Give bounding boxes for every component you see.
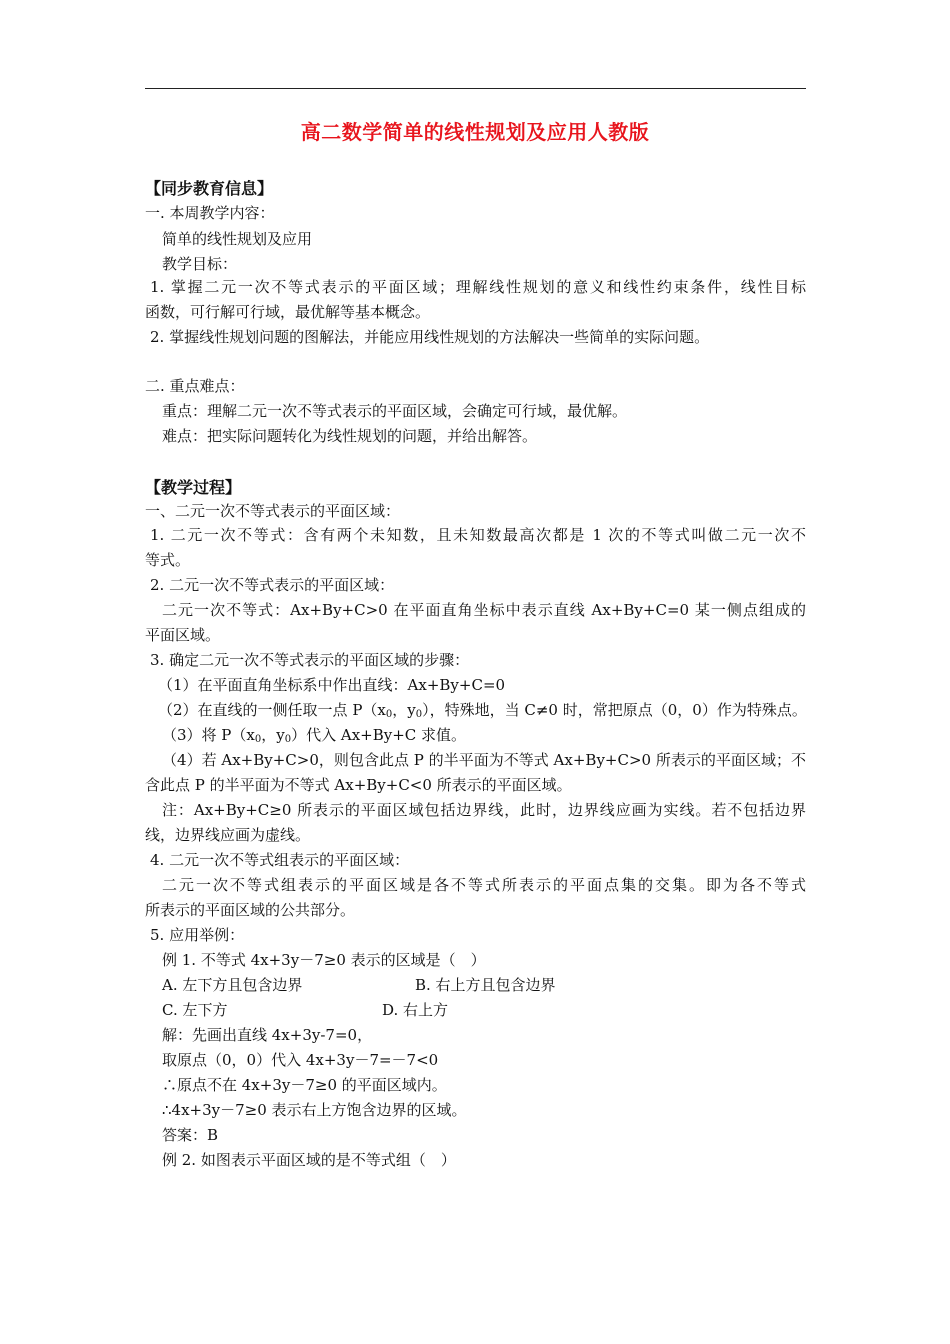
text-span: （3）将 P（x bbox=[162, 726, 255, 744]
text-line: 2. 掌握线性规划问题的图解法，并能应用线性规划的方法解决一些简单的实际问题。 bbox=[150, 328, 710, 346]
section-heading-sync-info: 【同步教育信息】 bbox=[145, 179, 274, 198]
text-line: 简单的线性规划及应用 bbox=[162, 230, 313, 248]
text-line: 解：先画出直线 4x+3y-7=0， bbox=[162, 1026, 373, 1044]
text-line: 等式。 bbox=[145, 551, 191, 569]
example-2-question: 例 2. 如图表示平面区域的是不等式组（ ） bbox=[162, 1151, 456, 1169]
subscript: 0 bbox=[254, 734, 262, 745]
text-line: 含此点 P 的半平面为不等式 Ax+By+C<0 所表示的平面区域。 bbox=[145, 776, 572, 794]
text-line: 5. 应用举例： bbox=[150, 926, 245, 944]
text-line: 难点：把实际问题转化为线性规划的问题，并给出解答。 bbox=[162, 427, 538, 445]
subscript: 0 bbox=[415, 709, 423, 720]
header-rule bbox=[145, 88, 806, 89]
text-line: 3. 确定二元一次不等式表示的平面区域的步骤： bbox=[150, 651, 470, 669]
text-line: 1. 掌握二元一次不等式表示的平面区域；理解线性规划的意义和线性约束条件，线性目标 bbox=[150, 278, 806, 296]
text-line: 二元一次不等式组表示的平面区域是各不等式所表示的平面点集的交集。即为各不等式 bbox=[162, 876, 806, 894]
text-line: 1. 二元一次不等式：含有两个未知数，且未知数最高次都是 1 次的不等式叫做二元一次不 bbox=[150, 526, 806, 544]
text-line: 所表示的平面区域的公共部分。 bbox=[145, 901, 356, 919]
text-line bbox=[162, 725, 824, 745]
text-line: 二. 重点难点： bbox=[145, 377, 245, 395]
text-span: ，y bbox=[392, 701, 416, 719]
section-heading-teaching-process: 【教学过程】 bbox=[145, 478, 242, 497]
text-span: ，y bbox=[261, 726, 285, 744]
choice-c: C. 左下方 bbox=[162, 1001, 228, 1019]
subscript: 0 bbox=[284, 734, 292, 745]
choice-b: B. 右上方且包含边界 bbox=[415, 976, 556, 994]
example-1-question: 例 1. 不等式 4x+3y－7≥0 表示的区域是（ ） bbox=[162, 951, 486, 969]
text-line: 线，边界线应画为虚线。 bbox=[145, 826, 311, 844]
text-span: ）代入 Ax+By+C 求值。 bbox=[291, 726, 467, 744]
text-line: 4. 二元一次不等式组表示的平面区域： bbox=[150, 851, 410, 869]
text-span: ），特殊地，当 C≠0 时，常把原点（0，0）作为特殊点。 bbox=[422, 701, 807, 719]
text-line: 取原点（0，0）代入 4x+3y－7=－7<0 bbox=[162, 1051, 439, 1069]
answer-line: 答案：B bbox=[162, 1126, 219, 1144]
text-line: 2. 二元一次不等式表示的平面区域： bbox=[150, 576, 395, 594]
text-line: 函数，可行解可行域，最优解等基本概念。 bbox=[145, 303, 431, 321]
subscript: 0 bbox=[385, 709, 393, 720]
document-title: 高二数学简单的线性规划及应用人教版 bbox=[300, 120, 650, 144]
text-line bbox=[158, 700, 820, 720]
text-line: 注：Ax+By+C≥0 所表示的平面区域包括边界线，此时，边界线应画为实线。若不包括边界 bbox=[162, 801, 806, 819]
text-line: 一. 本周教学内容： bbox=[145, 204, 275, 222]
choice-d: D. 右上方 bbox=[382, 1001, 449, 1019]
text-line: 二元一次不等式：Ax+By+C>0 在平面直角坐标中表示直线 Ax+By+C=0 某一侧点组成的 bbox=[162, 601, 806, 619]
choice-a: A. 左下方且包含边界 bbox=[162, 976, 303, 994]
text-line: ∴4x+3y－7≥0 表示右上方饱含边界的区域。 bbox=[162, 1101, 467, 1119]
text-line: 一、二元一次不等式表示的平面区域： bbox=[145, 502, 401, 520]
text-line: （1）在平面直角坐标系中作出直线：Ax+By+C=0 bbox=[158, 676, 506, 694]
text-line: ∴原点不在 4x+3y－7≥0 的平面区域内。 bbox=[162, 1076, 447, 1094]
text-line: （4）若 Ax+By+C>0，则包含此点 P 的半平面为不等式 Ax+By+C>0 所表示的平面区域；不 bbox=[162, 751, 806, 769]
text-line: 教学目标： bbox=[162, 255, 238, 273]
text-span: （2）在直线的一侧任取一点 P（x bbox=[158, 701, 386, 719]
text-line: 重点：理解二元一次不等式表示的平面区域，会确定可行域，最优解。 bbox=[162, 402, 628, 420]
text-line: 平面区域。 bbox=[145, 626, 221, 644]
